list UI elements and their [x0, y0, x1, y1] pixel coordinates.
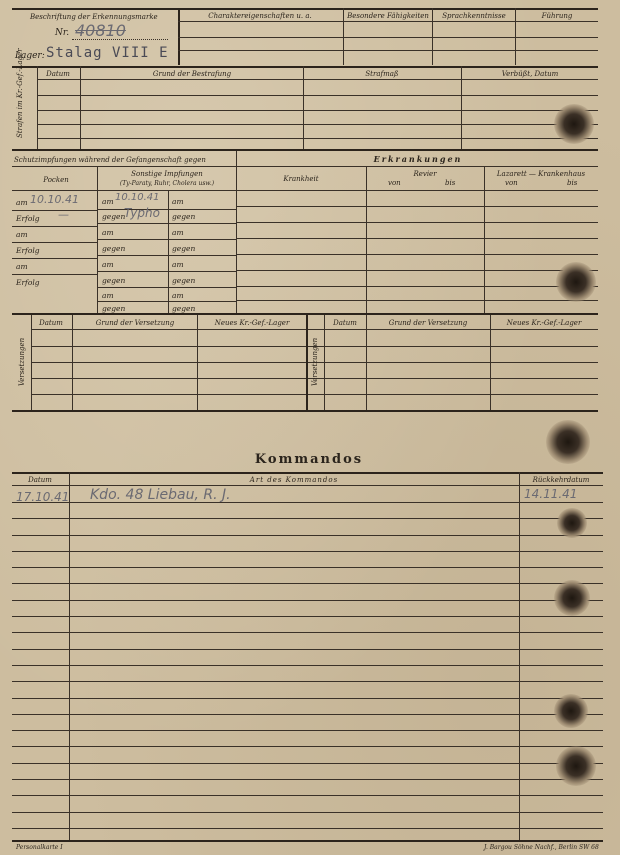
impfungen-rule — [12, 166, 598, 167]
sonstige-row-label: gegen — [172, 304, 196, 313]
footer-right: J. Bargou Söhne Nachf., Berlin SW 68 — [484, 844, 599, 851]
krankheit-label: Krankheit — [283, 175, 319, 183]
versetzungen-side-label: Versetzungen — [18, 337, 26, 387]
nr-label: Nr. — [55, 28, 70, 38]
erkrankungen-rule — [236, 238, 598, 239]
pocken-rule — [12, 226, 97, 227]
kommandos-row-rule — [12, 795, 603, 796]
sonstige-row-label: am — [102, 228, 114, 237]
sonstige-row-label: am — [172, 228, 184, 237]
impfungen-title: Schutzimpfungen während der Gefangenschaft gegen — [14, 156, 206, 164]
kommandos-row-rule — [12, 632, 603, 633]
erkrankungen-rule — [236, 206, 598, 207]
kommandos-row-rule — [12, 551, 603, 552]
kommandos-top-border — [12, 472, 603, 474]
kommandos-row-rule — [12, 616, 603, 617]
kommandos-row-rule — [12, 763, 603, 764]
versetzungen-col-grund: Grund der Versetzung — [95, 319, 175, 327]
punch-hole — [546, 420, 590, 464]
kommandos-divider — [69, 472, 70, 840]
sonstige-row-label: gegen — [172, 244, 196, 253]
versetzungen-divider — [366, 315, 367, 410]
sonstige-row-label: am — [172, 260, 184, 269]
versetzungen-bottom-border — [12, 410, 598, 412]
pocken-row-label: am — [16, 262, 28, 271]
kommandos-title: Kommandos — [254, 452, 364, 467]
strafen-rule — [37, 95, 598, 96]
versetzungen-side-label: Versetzungen — [311, 337, 319, 387]
pocken-row-label: Erfolg — [16, 214, 40, 223]
punch-hole — [556, 746, 596, 786]
pocken-rule — [12, 274, 97, 275]
strafen-rule — [37, 138, 598, 139]
pocken-row-label: am — [16, 198, 28, 207]
kommandos-row-rule — [12, 746, 603, 747]
versetzungen-rule — [31, 394, 598, 395]
lager-label: Lager: — [15, 51, 45, 61]
versetzungen-col-grund: Grund der Versetzung — [388, 319, 468, 327]
versetzungen-divider — [72, 315, 73, 410]
sonstige-gegen-value: Typho — [124, 206, 160, 220]
kommandos-row-rule — [12, 535, 603, 536]
sonstige-rule — [97, 239, 236, 240]
sonstige-row-label: gegen — [102, 304, 126, 313]
pocken-row-label: Erfolg — [16, 246, 40, 255]
versetzungen-divider — [197, 315, 198, 410]
strafen-top-border — [12, 66, 598, 68]
kommandos-row-rule — [12, 828, 603, 829]
kommandos-row-rule — [12, 698, 603, 699]
strafen-col-grund: Grund der Bestrafung — [152, 70, 232, 78]
versetzungen-divider — [490, 315, 491, 410]
punch-hole — [554, 104, 594, 144]
sonstige-label: Sonstige Impfungen — [131, 170, 203, 178]
strafen-side-label: Strafen im Kr.-Gef.-Lager — [16, 48, 24, 138]
erkrankungen-rule — [236, 300, 598, 301]
sonstige-rule — [97, 287, 236, 288]
kommandos-row-rule — [12, 518, 603, 519]
sonstige-row-label: am — [102, 260, 114, 269]
versetzungen-col-lager: Neues Kr.-Gef.-Lager — [506, 319, 582, 327]
kommandos-bottom-border — [12, 840, 603, 842]
strafen-col-strafmass: Strafmaß — [365, 70, 399, 78]
erkrankungen-rule — [236, 222, 598, 223]
sonstige-row-label: am — [172, 291, 184, 300]
sonstige-row-label: am — [172, 197, 184, 206]
header-rule — [178, 21, 598, 22]
beschriftung-label: Beschriftung der Erkennungsmarke — [30, 13, 158, 21]
top-border — [12, 8, 598, 10]
sonstige-row-label: gegen — [102, 244, 126, 253]
erkrankungen-rule — [236, 270, 598, 271]
sonstige-sub: (Ty-Paraty, Ruhr, Cholera usw.) — [119, 180, 215, 187]
kommandos-row-rule — [12, 681, 603, 682]
strafen-bottom-border — [12, 149, 598, 151]
versetzungen-divider — [324, 315, 325, 410]
strafen-col-verbuesst: Verbüßt, Datum — [501, 70, 559, 78]
sonstige-rule — [97, 209, 236, 210]
punch-hole — [554, 580, 590, 616]
sonstige-rule — [97, 223, 236, 224]
kommandos-row-rule — [12, 567, 603, 568]
revier-bis-label: bis — [445, 179, 456, 187]
kommandos-row-rule — [12, 779, 603, 780]
strafen-header-rule — [37, 79, 598, 80]
strafen-divider — [303, 66, 304, 149]
kommandos-row-rule — [12, 583, 603, 584]
kommando-entry-art: Kdo. 48 Liebau, R. J. — [90, 487, 231, 503]
charakter-label: Charaktereigenschaften u. a. — [208, 12, 312, 20]
kommandos-row-rule — [12, 730, 603, 731]
erkrankungen-divider — [484, 166, 485, 313]
kommandos-row-rule — [12, 600, 603, 601]
pocken-rule — [12, 210, 97, 211]
strafen-divider — [461, 66, 462, 149]
strafen-divider — [80, 66, 81, 149]
faehigkeiten-label: Besondere Fähigkeiten — [347, 12, 429, 20]
lazarett-bis-label: bis — [567, 179, 578, 187]
sonstige-row-label: gegen — [102, 276, 126, 285]
sonstige-row-label: gegen — [172, 212, 196, 221]
footer-left: Personalkarte I — [16, 844, 63, 851]
kommandos-header-rule — [12, 485, 603, 486]
versetzungen-col-lager: Neues Kr.-Gef.-Lager — [214, 319, 290, 327]
punch-hole — [554, 694, 588, 728]
kommando-entry-rueckkehr: 14.11.41 — [524, 487, 578, 501]
sprachkenntnisse-label: Sprachkenntnisse — [442, 12, 506, 20]
lazarett-label: Lazarett — Krankenhaus — [496, 170, 586, 178]
erkrankungen-divider — [366, 166, 367, 313]
versetzungen-divider — [31, 315, 32, 410]
versetzungen-col-datum: Datum — [333, 319, 357, 327]
nr-underline — [72, 39, 168, 40]
sonstige-row-label: gegen — [172, 276, 196, 285]
kommandos-row-rule — [12, 714, 603, 715]
kommandos-divider — [519, 472, 520, 840]
erkrankungen-rule — [236, 286, 598, 287]
punch-hole — [556, 262, 596, 302]
kommandos-col-datum: Datum — [28, 476, 52, 484]
sonstige-rule — [97, 301, 236, 302]
pocken-label: Pocken — [43, 176, 69, 184]
sonstige-rule — [97, 255, 236, 256]
kommandos-col-rueckkehr: Rückkehrdatum — [532, 476, 590, 484]
versetzungen-header-rule — [31, 329, 598, 330]
pocken-rule — [12, 242, 97, 243]
strafen-rule — [37, 124, 598, 125]
versetzungen-divider — [306, 315, 308, 410]
pocken-date-value: 10.10.41 — [30, 193, 79, 206]
sonstige-row-label: am — [102, 291, 114, 300]
sonstige-date-value: 10.10.41 — [115, 192, 160, 203]
nr-value: 40810 — [75, 21, 126, 40]
sonstige-row-label: am — [102, 197, 114, 206]
strafen-divider — [37, 66, 38, 149]
punch-hole — [557, 508, 587, 538]
kommando-entry-datum: 17.10.41 — [16, 490, 70, 504]
strafen-col-datum: Datum — [46, 70, 70, 78]
sonstige-rule — [97, 271, 236, 272]
header-rule — [178, 37, 598, 38]
lazarett-von-label: von — [505, 179, 518, 187]
kommandos-row-rule — [12, 812, 603, 813]
pocken-row-label: Erfolg — [16, 278, 40, 287]
sonstige-row-label: gegen — [102, 212, 126, 221]
revier-von-label: von — [388, 179, 401, 187]
kommandos-row-rule — [12, 665, 603, 666]
strafen-rule — [37, 110, 598, 111]
revier-label: Revier — [413, 170, 437, 178]
kommandos-col-art: Art des Kommandos — [249, 476, 339, 484]
impfungen-header-rule — [12, 190, 598, 191]
fuehrung-label: Führung — [541, 12, 573, 20]
impfungen-bottom-border — [12, 313, 598, 315]
erkrankungen-rule — [236, 254, 598, 255]
pocken-erfolg-value: — — [58, 208, 69, 221]
kommandos-row-rule — [12, 649, 603, 650]
pocken-row-label: am — [16, 230, 28, 239]
lager-value: Stalag VIII E — [46, 45, 169, 61]
header-rule — [178, 50, 598, 51]
impfungen-erkrankungen-divider — [236, 151, 237, 313]
pocken-rule — [12, 258, 97, 259]
erkrankungen-title: Erkrankungen — [373, 154, 463, 164]
versetzungen-col-datum: Datum — [39, 319, 63, 327]
